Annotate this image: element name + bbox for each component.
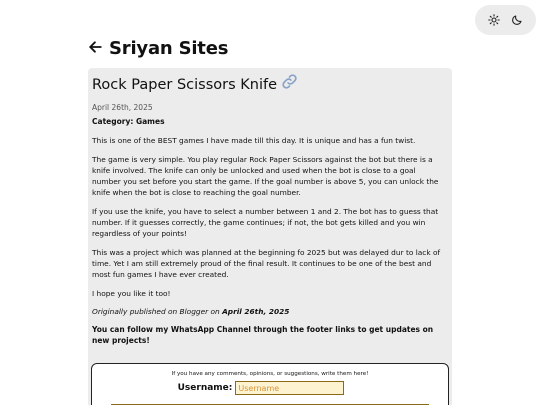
sun-icon[interactable]: [486, 12, 502, 28]
comment-note: If you have any comments, opinions, or suggestions, write them here!: [171, 371, 369, 377]
site-title[interactable]: Sriyan Sites: [109, 38, 229, 59]
theme-toggle[interactable]: [475, 5, 536, 35]
username-row: [92, 381, 448, 395]
moon-icon[interactable]: [509, 12, 525, 28]
arrow-left-icon[interactable]: [88, 39, 103, 58]
post-date: April 26th, 2025: [92, 103, 153, 112]
post-title-text: Rock Paper Scissors Knife: [92, 76, 278, 93]
published-note: [92, 307, 448, 316]
post-category: Category: Games: [92, 117, 165, 126]
post-paragraph: I hope you like it too!: [92, 289, 171, 298]
post-card: [88, 68, 452, 405]
published-date: April 26th, 2025: [222, 307, 290, 316]
link-icon[interactable]: [281, 73, 298, 96]
post-paragraph: The game is very simple. You play regular Rock Paper Scissors against the bot but there is a knife involved. The knife can only be unlocked and used when the bot is close to a goal number you set before you start the game. If the goal number is above 5, you can unlock the knife when the bot is close to reaching the goal number.: [92, 155, 439, 197]
comment-box: [91, 363, 449, 405]
published-prefix: Originally published on Blogger on: [92, 307, 223, 316]
follow-note: You can follow my WhatsApp Channel through the footer links to get updates on new projects!: [92, 325, 434, 345]
site-header: [88, 38, 228, 59]
username-label: Username:: [177, 383, 233, 393]
post-paragraph: This was a project which was planned at the beginning fo 2025 but was delayed dur to lack of time. Yet I am still extremely proud of the final result. It continues to be one of the best and most fun games I have ever created.: [92, 248, 441, 279]
username-input[interactable]: [235, 381, 344, 395]
post-title: [92, 73, 448, 96]
post-paragraph: This is one of the BEST games I have made till this day. It is unique and has a fun twist.: [92, 136, 416, 145]
post-paragraph: If you use the knife, you have to select a number between 1 and 2. The bot has to guess that number. If it guesses correctly, the game continues; if not, the bot gets killed and you win regardless of your points!: [92, 207, 439, 238]
